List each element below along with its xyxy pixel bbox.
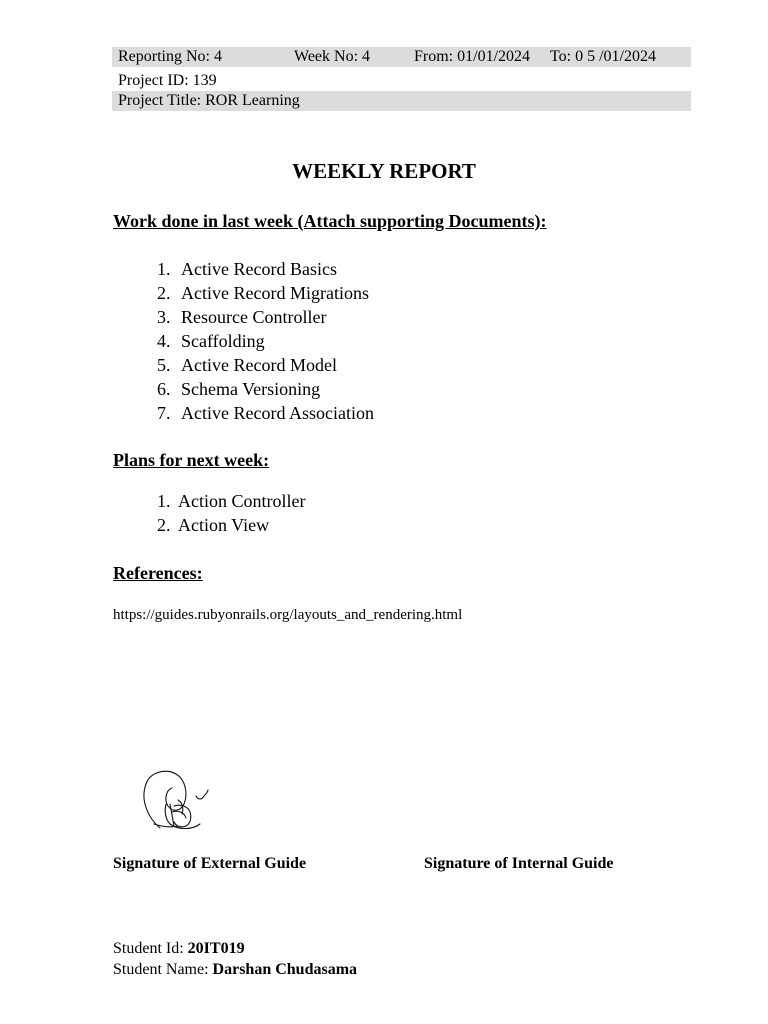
list-item: 1. Active Record Basics	[157, 259, 337, 279]
project-id: Project ID: 139	[118, 72, 217, 89]
external-guide-signature	[138, 766, 216, 836]
list-item: 3. Resource Controller	[157, 307, 327, 327]
list-item: 1. Action Controller	[157, 491, 306, 511]
references-heading: References:	[113, 563, 203, 583]
page-title: WEEKLY REPORT	[292, 159, 476, 183]
list-item: 4. Scaffolding	[157, 331, 265, 351]
student-id-value: 20IT019	[187, 940, 245, 957]
to-date: To: 0 5 /01/2024	[550, 48, 656, 65]
list-item: 5. Active Record Model	[157, 355, 337, 375]
header-row-project-title	[112, 91, 691, 111]
student-id: Student Id: 20IT019	[113, 940, 245, 957]
student-name-value: Darshan Chudasama	[212, 961, 358, 978]
plans-list	[0, 489, 768, 537]
work-done-list	[0, 257, 768, 425]
list-item: 2. Action View	[157, 515, 270, 535]
reference-link[interactable]: https://guides.rubyonrails.org/layouts_and_rendering.html	[113, 607, 463, 623]
student-name: Student Name: Darshan Chudasama	[113, 961, 358, 978]
internal-guide-signature-label: Signature of Internal Guide	[424, 855, 614, 872]
work-done-heading: Work done in last week (Attach supporting Documents):	[113, 211, 547, 231]
reporting-no: Reporting No: 4	[118, 48, 222, 65]
list-item: 6. Schema Versioning	[157, 379, 321, 399]
week-no: Week No: 4	[294, 48, 371, 65]
project-title: Project Title: ROR Learning	[118, 92, 300, 109]
external-guide-signature-label: Signature of External Guide	[113, 855, 307, 872]
header-row-project-id	[112, 71, 691, 91]
plans-heading: Plans for next week:	[113, 450, 270, 470]
list-item: 2. Active Record Migrations	[157, 283, 369, 303]
from-date: From: 01/01/2024	[414, 48, 531, 65]
header-row-reporting	[112, 47, 691, 67]
list-item: 7. Active Record Association	[157, 403, 374, 423]
